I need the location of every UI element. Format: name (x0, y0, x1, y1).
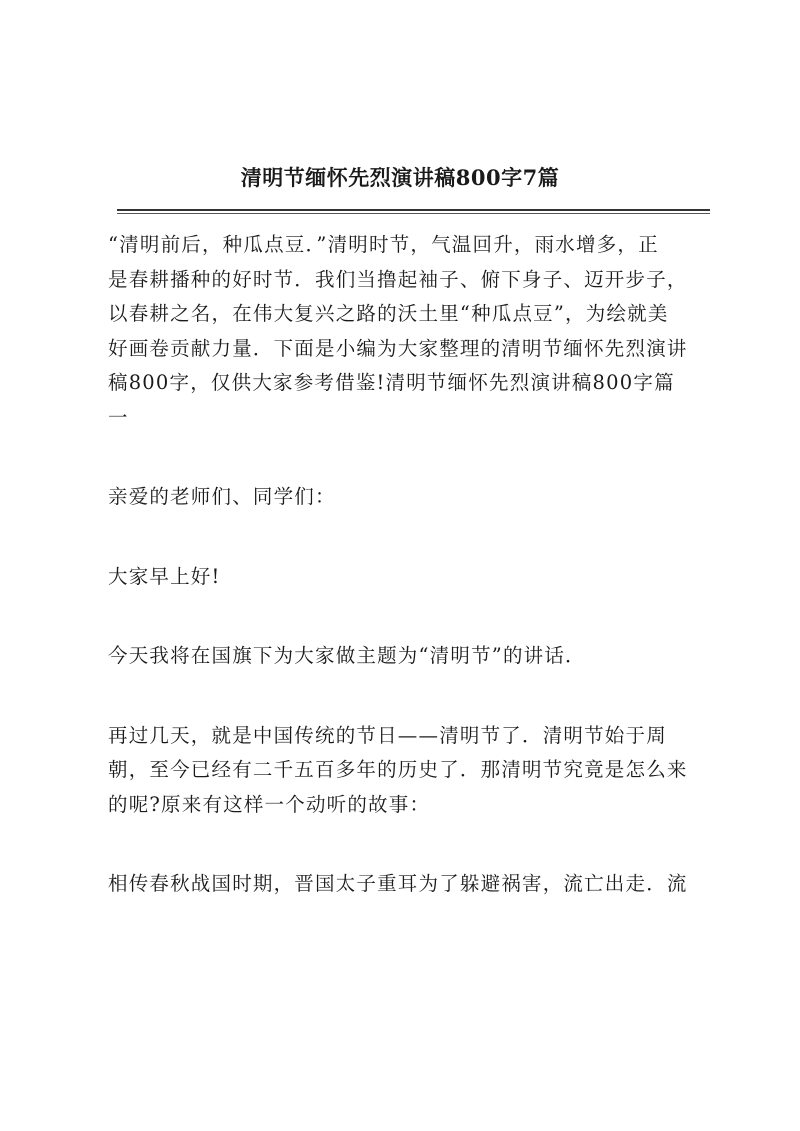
document-title: 清明节缅怀先烈演讲稿800字7篇 (240, 165, 560, 190)
document-body (108, 228, 712, 902)
text-line: “清明前后，种瓜点豆．”清明时节，气温回升，雨水增多，正 (108, 233, 659, 256)
text-line: 以春耕之名，在伟大复兴之路的沃土里“种瓜点豆”，为绘就美 (108, 302, 669, 325)
title-divider-thin (117, 213, 710, 214)
text-line: 是春耕播种的好时节．我们当撸起袖子、俯下身子、迈开步子， (108, 267, 688, 291)
greeting: 大家早上好! (108, 564, 221, 588)
salutation: 亲爱的老师们、同学们： (108, 485, 336, 508)
intro-paragraph (108, 228, 712, 435)
paragraph-2 (108, 719, 712, 823)
text-line: 的呢?原来有这样一个动听的故事： (108, 792, 431, 816)
text-line: 相传春秋战国时期，晋国太子重耳为了躲避祸害，流亡出走．流 (108, 872, 688, 895)
title-divider (117, 209, 710, 211)
text-line: 好画卷贡献力量．下面是小编为大家整理的清明节缅怀先烈演讲 (108, 336, 688, 360)
text-line: 稿800字，仅供大家参考借鉴!清明节缅怀先烈演讲稿800字篇 (108, 371, 675, 394)
text-line: 一 (108, 405, 129, 429)
text-line: 再过几天，就是中国传统的节日——清明节了．清明节始于周 (108, 723, 667, 747)
text-line: 朝，至今已经有二千五百多年的历史了．那清明节究竟是怎么来 (108, 758, 688, 781)
paragraph-3 (108, 867, 712, 902)
opening-paragraph: 今天我将在国旗下为大家做主题为“清明节”的讲话． (108, 644, 586, 667)
